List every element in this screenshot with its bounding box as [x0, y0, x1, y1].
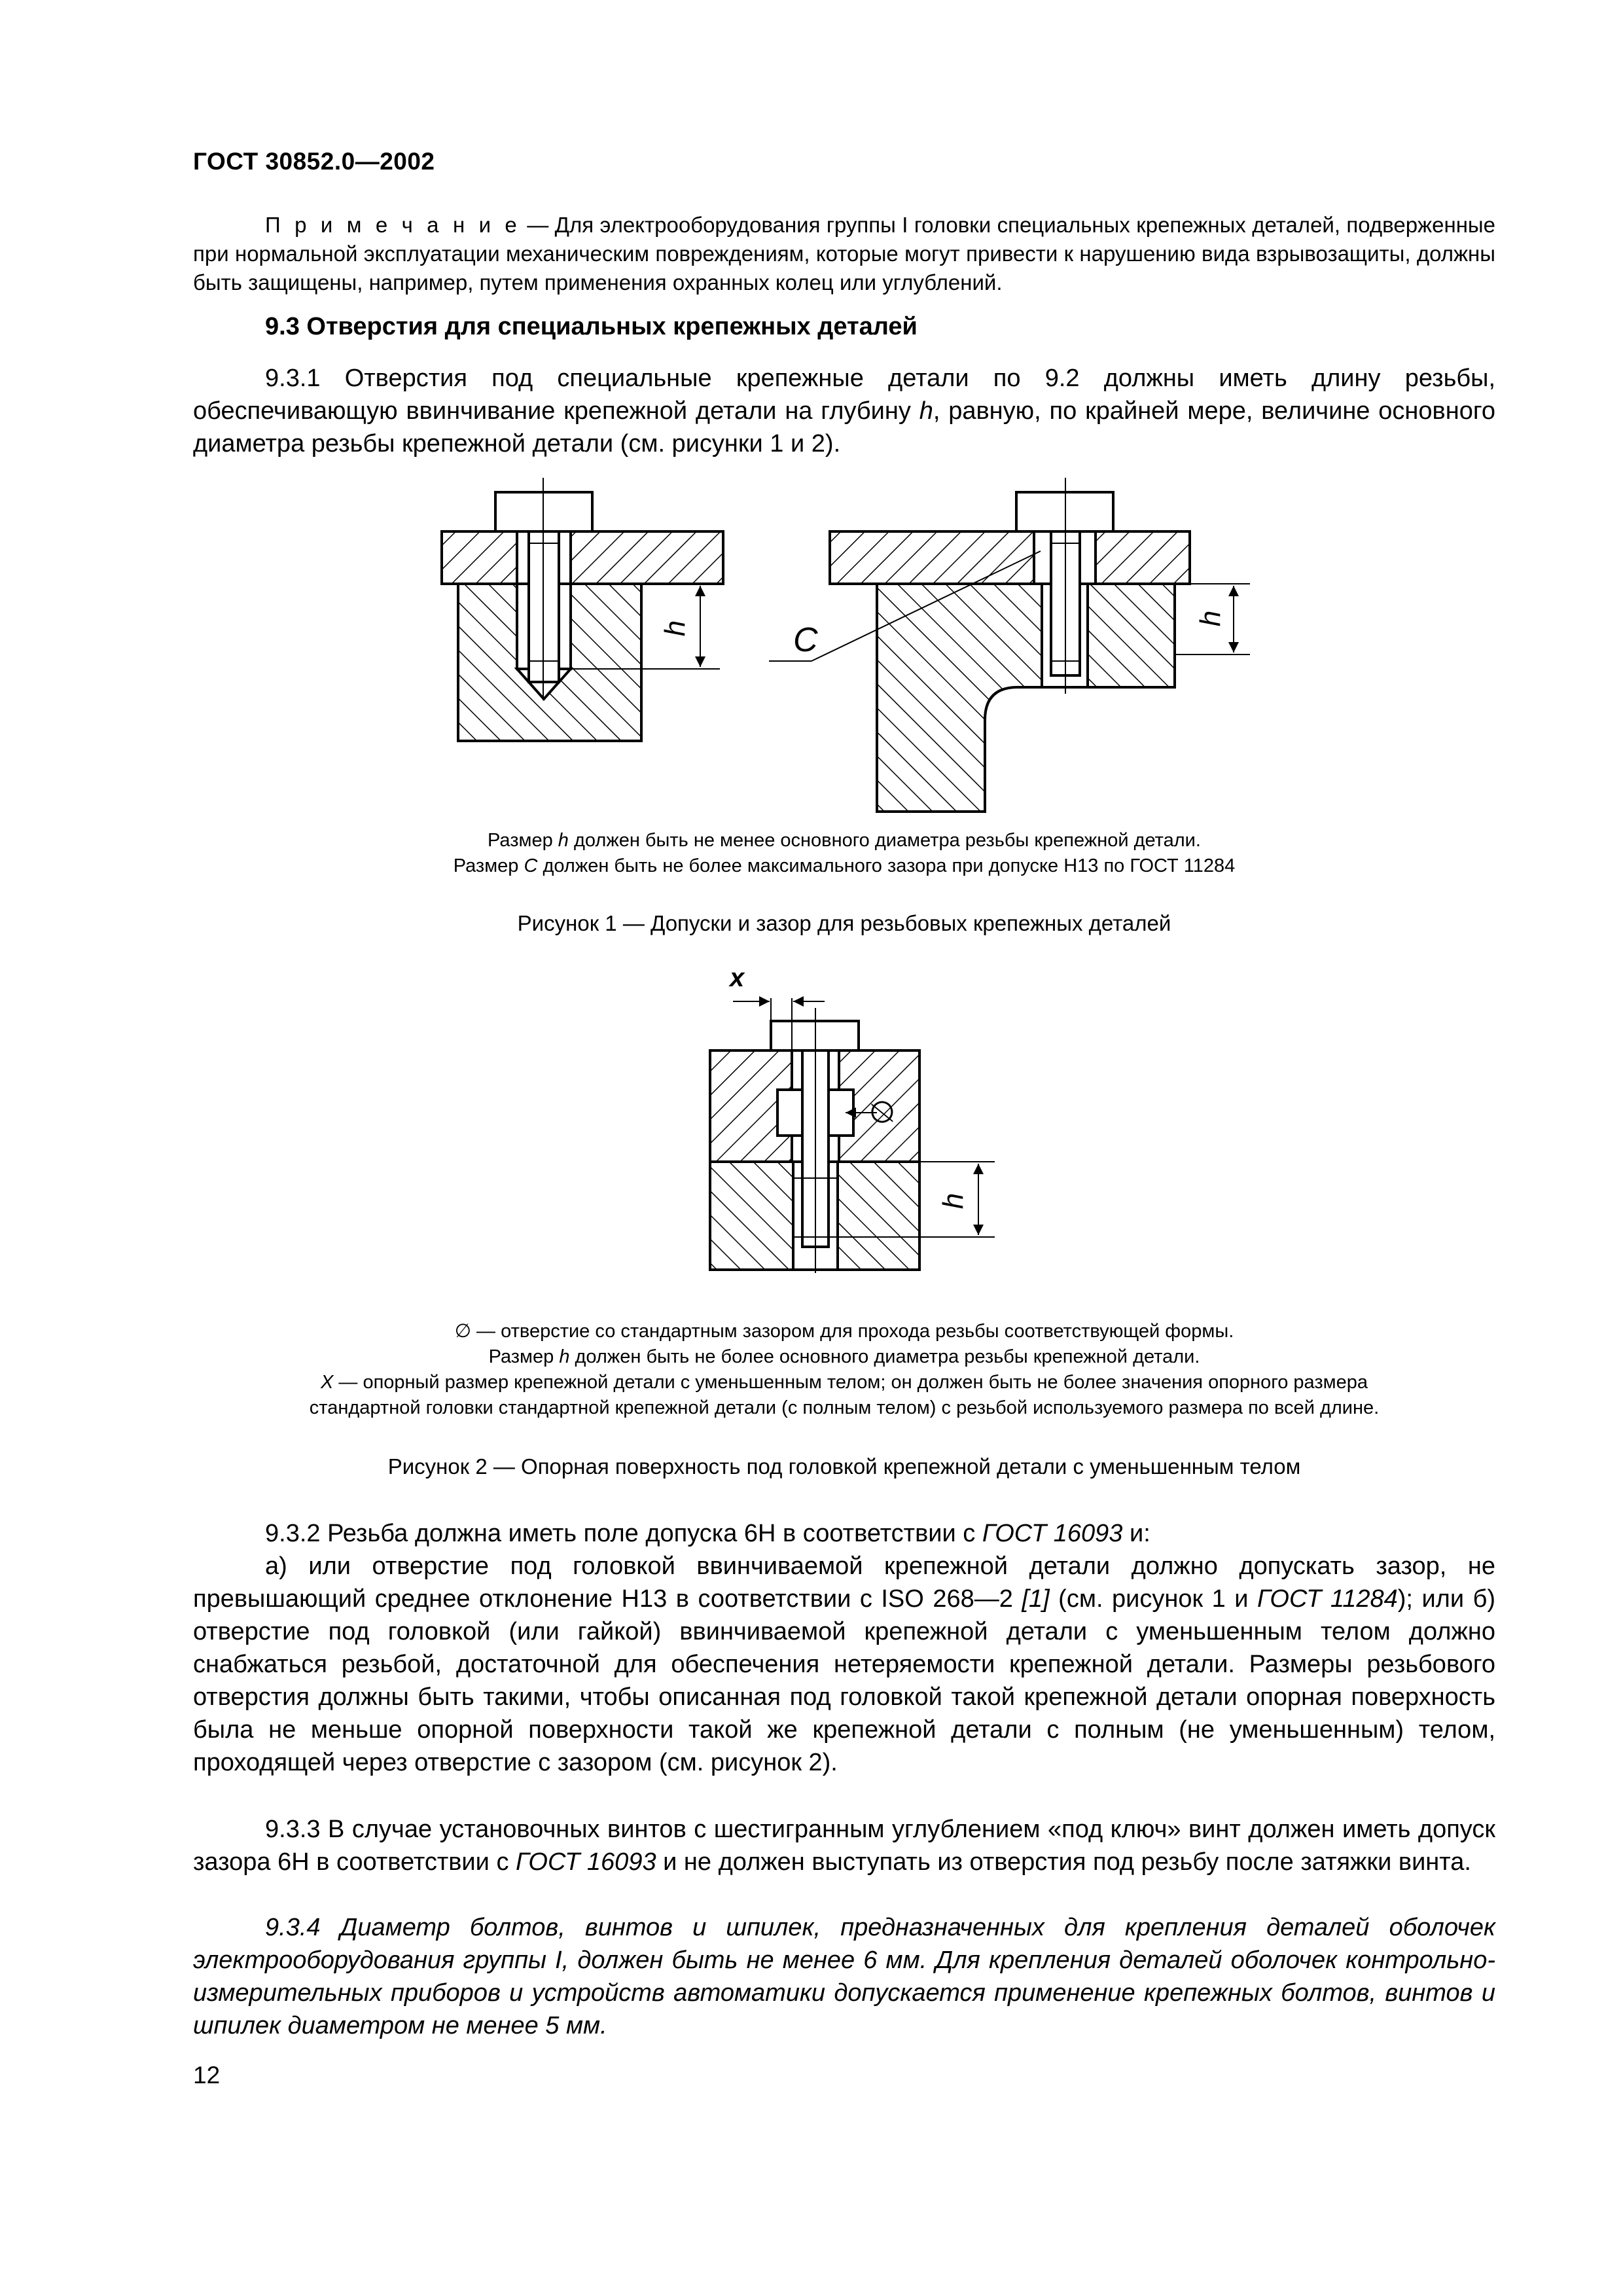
section-title: 9.3 Отверстия для специальных крепежных деталей — [265, 313, 918, 340]
paragraph-9-3-3: 9.3.3 В случае установочных винтов с шестигранным углублением «под ключ» винт должен иметь допуск зазора 6Н в соответствии с ГОСТ 16093 и не должен выступать из отверстия под резьбу после затяжки винта. — [193, 1816, 1495, 1876]
fig2-x-label: x — [730, 963, 745, 992]
page-number: 12 — [193, 2062, 221, 2089]
note-label: П р и м е ч а н и е — [265, 213, 521, 237]
fig2-caption-line2: Размер h должен быть не более основного диаметра резьбы крепежной детали. — [488, 1346, 1200, 1367]
fig2-diameter-label: ∅ — [865, 1098, 900, 1126]
fig2-title: Рисунок 2 — Опорная поверхность под головкой крепежной детали с уменьшенным телом — [387, 1454, 1301, 1479]
fig1-c-label: C — [793, 621, 818, 659]
fig2-h-label: h — [937, 1193, 970, 1210]
paragraph-9-3-2-a: а) или отверстие под головкой ввинчиваемой крепежной детали должно допускать зазор, не превышающий среднее отклонение Н13 в соответствии с ISO 268—2 [1] (см. рисунок 1 и ГОСТ 11284); или б) отверстие под головкой (или гайкой) ввинчиваемой крепежной детали с уменьшенным телом должно снабжаться резьбой, достаточной для обеспечения нетеряемости крепежной детали. Размеры резьбового отверстия должны быть такими, чтобы описанная под головкой такой крепежной детали опорная поверхность была не меньше опорной поверхности такой же крепежной детали с полным (не уменьшенным) телом, проходящей через отверстие с зазором (см. рисунок 2). — [193, 1552, 1496, 1776]
fig1-left-assembly — [442, 478, 723, 741]
fig1-left-h-label: h — [659, 620, 692, 637]
p931-text-b: , равную, по крайней мере, величине основного диаметра резьбы крепежной детали (см. рисунки 1 и 2). — [193, 397, 1495, 457]
p932a-ref2: ГОСТ 11284 — [1257, 1585, 1398, 1613]
document-header: ГОСТ 30852.0—2002 — [193, 148, 435, 175]
fig1-right-h-label: h — [1194, 610, 1227, 627]
fig2-caption-line3: Х — опорный размер крепежной детали с уменьшенным телом; он должен быть не более значения опорного размера — [321, 1372, 1368, 1393]
p932a-ref1: [1] — [1022, 1585, 1050, 1613]
fig1-title: Рисунок 1 — Допуски и зазор для резьбовых крепежных деталей — [517, 911, 1171, 935]
fig1-right-plate — [830, 531, 1190, 584]
fig1-caption-line1: Размер h должен быть не менее основного диаметра резьбы крепежной детали. — [488, 830, 1201, 851]
fig2-caption-line1: ∅ — отверстие со стандартным зазором для прохода резьбы соответствующей формы. — [454, 1321, 1234, 1342]
p933-ref: ГОСТ 16093 — [516, 1848, 656, 1876]
fig2-assembly — [710, 998, 995, 1273]
p931-h: h — [919, 397, 933, 425]
fig2-caption-line4: стандартной головки стандартной крепежной детали (с полным телом) с резьбой используемого размера по всей длине. — [309, 1397, 1380, 1418]
p932-ref: ГОСТ 16093 — [982, 1520, 1123, 1547]
fig1-right-assembly — [769, 478, 1250, 812]
note-text: — Для электрооборудования группы I головки специальных крепежных деталей, подверженные при нормальной эксплуатации механическим повреждениям, которые могут привести к нарушению вида взрывозащиты, должны быть защищены, например, путем применения охранных колец или углублений. — [193, 213, 1495, 295]
paragraph-9-3-4: 9.3.4 Диаметр болтов, винтов и шпилек, предназначенных для крепления деталей оболочек электрооборудования группы I, должен быть не менее 6 мм. Для крепления деталей оболочек контрольно-измерительных приборов и устройств автоматики допускается применение крепежных болтов, винтов и шпилек диаметром не менее 5 мм. — [193, 1914, 1495, 2039]
p931-text-a: 9.3.1 Отверстия под специальные крепежные детали по 9.2 должны иметь длину резьбы, обеспечивающую ввинчивание крепежной детали на глубину — [193, 365, 1495, 425]
fig1-left-plate — [442, 531, 723, 584]
paragraph-9-3-2: 9.3.2 Резьба должна иметь поле допуска 6Н в соответствии с ГОСТ 16093 и: — [265, 1520, 1150, 1547]
fig1-caption-line2: Размер С должен быть не более максимального зазора при допуске Н13 по ГОСТ 11284 — [453, 855, 1236, 876]
fig1-right-body — [877, 584, 1175, 812]
